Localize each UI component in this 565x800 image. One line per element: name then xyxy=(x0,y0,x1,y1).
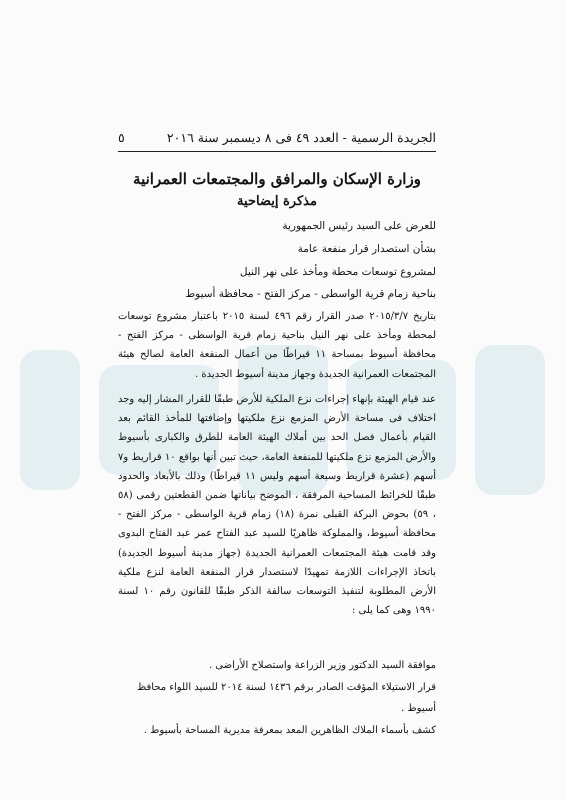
watermark-shape xyxy=(20,350,80,490)
document-title: وزارة الإسكان والمرافق والمجتمعات العمرانية xyxy=(133,170,421,188)
body-paragraph xyxy=(118,307,436,384)
page-header xyxy=(118,130,436,145)
page-number: ٥ xyxy=(118,130,125,145)
document-subtitle: مذكرة إيضاحية xyxy=(237,194,317,209)
publication-info: الجريدة الرسمية - العدد ٤٩ فى ٨ ديسمبر سنة ٢٠١٦ xyxy=(166,130,436,145)
intro-line: بشأن استصدار قرار منفعة عامة xyxy=(297,243,436,255)
paragraph-text: بتاريخ ٢٠١٥/٣/٧ صدر القرار رقم ٤٩٦ لسنة ٢٠١٥ باعتبار مشروع توسعات لمحطة ومأخذ على نهر النيل بناحية زمام قرية الواسطى - مركز الفتح - محافظة أسيوط بمساحة ١١ قيراطًا من أعمال المنفعة العامة لصالح هيئة المجتمعات العمرانية الجديدة وجهاز مدينة أسيوط الجديدة . xyxy=(118,311,437,380)
list-item: كشف بأسماء الملاك الظاهرين المعد بمعرفة مديرية المساحة بأسيوط . xyxy=(143,724,436,736)
list-item: موافقة السيد الدكتور وزير الزراعة واستصلاح الأراضى . xyxy=(208,660,436,671)
intro-line: للعرض على السيد رئيس الجمهورية xyxy=(282,220,436,232)
intro-line: لمشروع توسعات محطة ومأخذ على نهر النيل xyxy=(239,266,436,278)
paragraph-text: عند قيام الهيئة بإنهاء إجراءات نزع الملكية للأرض طبقًا للقرار المشار إليه وجد اختلاف فى مساحة الأرض المزمع نزع ملكيتها وإضافتها للمأخذ القائم بعد القيام بأعمال فصل الحد بين أملاك الهيئة العامة للطرق والكبارى بأسيوط والأرض المزمع نزع ملكيتها للمنفعة العامة، حيث تبين أنها بواقع ١٠ قراريط و٧ أسهم (عشرة قراريط وسبعة أسهم وليس ١١ قيراطًا) وذلك بالأبعاد والحدود طبقًا للخرائط المساحية المرفقة ، الموضح بياناتها ضمن القطعتين رقمى (٥٨ ، ٥٩) بحوض البركة القبلى نمرة (١٨) زمام قرية الواسطى - مركز الفتح - محافظة أسيوط، والمملوكة ظاهريًا للسيد عبد الفتاح عمر عبد الفتاح البدوى وقد قامت هيئة المجتمعات العمرانية الجديدة (جهاز مدينة أسيوط الجديدة) باتخاذ الإجراءات اللازمة تمهيدًا لاستصدار قرار المنفعة العامة لنزع ملكية الأرض المطلوبة لتنفيذ التوسعات سالفة الذكر طبقًا للقانون رقم ١٠ لسنة ١٩٩٠ وهى كما يلى : xyxy=(118,394,437,617)
list-item: قرار الاستيلاء المؤقت الصادر برقم ١٤٣٦ لسنة ٢٠١٤ للسيد اللواء محافظ أسيوط . xyxy=(137,681,436,714)
watermark-shape xyxy=(475,345,545,495)
requirements-list xyxy=(118,655,436,741)
intro-line: بناحية زمام قرية الواسطى - مركز الفتح - محافظة أسيوط xyxy=(185,288,436,300)
body-paragraph xyxy=(118,390,436,620)
header-divider xyxy=(118,151,436,152)
